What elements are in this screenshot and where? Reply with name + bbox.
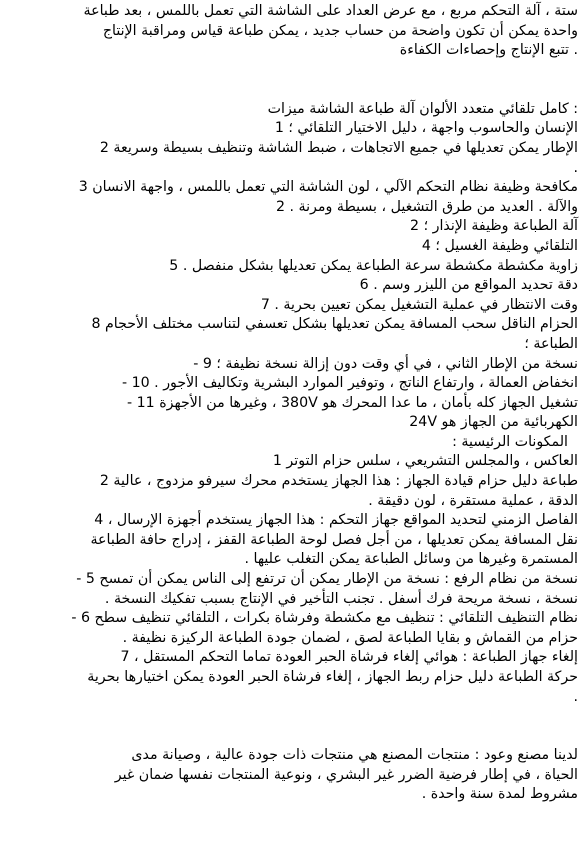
list-item: الدقة ، عملية مستقرة ، لون دقيقة . (368, 492, 578, 509)
list-item: نسخة ، نسخة مريحة فرك أسفل . تجنب التأخير في الإنتاج بسبب تفكيك النسخة . (104, 590, 578, 607)
list-item: الإنسان والحاسوب واجهة ، دليل الاختيار التلقائي ؛ 1 (274, 120, 578, 137)
spacer (8, 61, 578, 100)
components-list (8, 452, 578, 707)
list-item: وقت الانتظار في عملية التشغيل يمكن تعيين بحرية . 7 (260, 296, 578, 313)
list-item: انخفاض العمالة ، وارتفاع الناتج ، وتوفير الموارد البشرية وتكاليف الأجور . 10 - (121, 375, 578, 392)
list-item: دقة تحديد المواقع من الليزر وسم . 6 (359, 277, 578, 294)
list-item: . (573, 688, 578, 705)
list-item: المستمرة وغيرها من وسائل الطباعة يمكن التغلب عليها . (244, 551, 578, 568)
list-item: حزام من القماش و بقايا الطباعة لصق ، لضمان جودة الطباعة الركيزة نظيفة . (122, 629, 578, 646)
text-line: . تتبع الإنتاج وإحصاءات الكفاءة (399, 42, 578, 59)
list-item: إلغاء جهاز الطباعة : هوائي إلغاء فرشاة الحبر العودة تماما التحكم المستقل ، 7 (120, 649, 578, 666)
list-item: آلة الطباعة وظيفة الإنذار ؛ 2 (410, 218, 578, 235)
list-item: التلقائي وظيفة الغسيل ؛ 4 (421, 237, 578, 254)
list-item: تشغيل الجهاز كله بأمان ، ما عدا المحرك هو 380V ، وغيرها من الأجهزة 11 - (126, 394, 578, 411)
list-item: نقل المسافة يمكن تعديلها ، من أجل فصل لوحة الطباعة القفز ، إدراج حافة الطباعة (90, 531, 578, 548)
list-item: الفاصل الزمني لتحديد المواقع جهاز التحكم : هذا الجهاز يستخدم أجهزة الإرسال ، 4 (94, 512, 578, 529)
list-item: العاكس ، والمجلس التشريعي ، سلس حزام التوتر 1 (272, 453, 578, 470)
text-line: الحياة ، في إطار فرضية الضرر غير البشري ، ونوعية المنتجات نفسها ضمان غير (114, 766, 578, 783)
list-item: نسخة من الإطار الثاني ، في أي وقت دون إزالة نسخة نظيفة ؛ 9 - (193, 355, 578, 372)
spacer (8, 707, 578, 746)
components-title: المكونات الرئيسية : (452, 433, 568, 450)
text-line: ستة ، آلة التحكم مربع ، مع عرض العداد على الشاشة التي تعمل باللمس ، بعد طباعة (83, 3, 578, 19)
list-item: الحزام الناقل سحب المسافة يمكن تعديلها بشكل تعسفي لتناسب مختلف الأحجام 8 (91, 316, 578, 333)
list-item: زاوية مكشطة مكشطة سرعة الطباعة يمكن تعديلها بشكل منفصل . 5 (169, 257, 578, 274)
list-item: طباعة دليل حزام قيادة الجهاز : هذا الجهاز يستخدم محرك سيرفو مزدوج ، عالية 2 (99, 473, 578, 490)
list-item: نظام التنظيف التلقائي : تنظيف مع مكشطة وفرشاة بكرات ، التلقائي تنظيف سطح 6 - (71, 610, 578, 627)
list-item: الكهربائية من الجهاز هو 24V (409, 414, 578, 431)
list-item: نسخة من نظام الرفع : نسخة من الإطار يمكن أن ترتفع إلى الناس يمكن أن تمسح 5 - (76, 571, 578, 588)
list-item: والآلة . العديد من طرق التشغيل ، بسيطة ومرنة . 2 (275, 198, 578, 215)
list-item: . (573, 159, 578, 176)
text-line: واحدة يمكن أن تكون واضحة من حساب جديد ، يمكن طباعة قياس ومراقبة الإنتاج (102, 22, 578, 39)
intro-paragraph (8, 2, 578, 61)
features-title: : كامل تلقائي متعدد الألوان آلة طباعة الشاشة ميزات (267, 100, 578, 117)
list-item: الطباعة ؛ (524, 335, 578, 352)
list-item: الإطار يمكن تعديلها في جميع الاتجاهات ، ضبط الشاشة وتنظيف بسيطة وسريعة 2 (99, 139, 578, 156)
text-line: لدينا مصنع وعود : منتجات المصنع هي منتجات ذات جودة عالية ، وصيانة مدى (131, 747, 578, 764)
list-item: مكافحة وظيفة نظام التحكم الآلي ، لون الشاشة التي تعمل باللمس ، واجهة الانسان 3 (78, 179, 578, 196)
closing-paragraph (8, 746, 578, 805)
features-list (8, 119, 578, 433)
list-item: حركة الطباعة دليل حزام ربط الجهاز ، إلغاء فرشاة الحبر العودة يمكن اختيارها بحرية (87, 669, 578, 685)
text-line: مشروط لمدة سنة واحدة . (421, 786, 578, 803)
